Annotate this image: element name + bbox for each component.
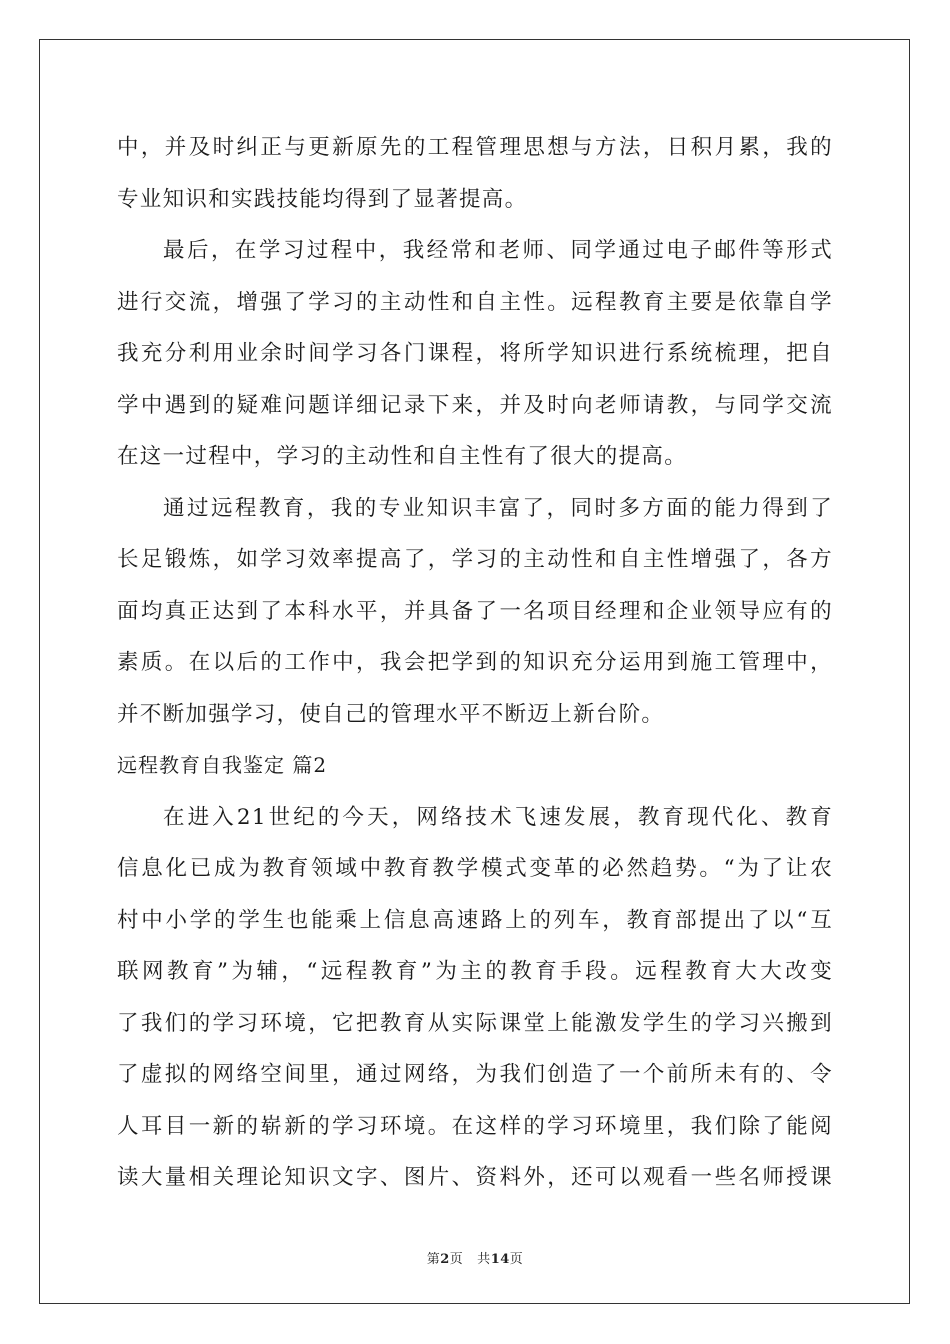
- page-prefix: 第: [426, 1252, 441, 1267]
- text-line: 面均真正达到了本科水平，并具备了一名项目经理和企业领导应有的: [117, 598, 833, 624]
- text-line: 联网教育”为辅，“远程教育”为主的教育手段。远程教育大大改变: [117, 959, 833, 984]
- section-heading: 远程教育自我鉴定 篇2: [117, 753, 328, 777]
- text-line: 素质。在以后的工作中，我会把学到的知识充分运用到施工管理中，: [117, 650, 833, 675]
- document-body: [117, 122, 833, 1204]
- text-line: 信息化已成为教育领域中教育教学模式变革的必然趋势。“为了让农: [117, 856, 833, 881]
- text-line: 了我们的学习环境，它把教育从实际课堂上能激发学生的学习兴搬到: [117, 1010, 833, 1036]
- text-line: 长足锻炼，如学习效率提高了，学习的主动性和自主性增强了，各方: [117, 547, 833, 572]
- total-suffix: 页: [509, 1252, 524, 1267]
- text-line: 人耳目一新的崭新的学习环境。在这样的学习环境里，我们除了能阅: [117, 1113, 833, 1139]
- text-line: 在这一过程中，学习的主动性和自主性有了很大的提高。: [117, 444, 688, 469]
- text-line: 读大量相关理论知识文字、图片、资料外，还可以观看一些名师授课: [117, 1165, 833, 1190]
- total-prefix: 共: [477, 1252, 491, 1267]
- total-pages: 14: [490, 1252, 510, 1267]
- page-number: 2: [440, 1252, 450, 1267]
- text-line: 通过远程教育，我的专业知识丰富了，同时多方面的能力得到了: [163, 495, 833, 521]
- text-line: 中，并及时纠正与更新原先的工程管理思想与方法，日积月累，我的: [117, 135, 833, 160]
- text-line: 进行交流，增强了学习的主动性和自主性。远程教育主要是依靠自学: [117, 289, 833, 315]
- page-footer: [0, 1248, 950, 1267]
- text-line: 最后，在学习过程中，我经常和老师、同学通过电子邮件等形式: [163, 238, 833, 263]
- text-line: 村中小学的学生也能乘上信息高速路上的列车，教育部提出了以“互: [117, 907, 833, 933]
- text-line: 专业知识和实践技能均得到了显著提高。: [117, 186, 528, 212]
- page-suffix: 页: [449, 1252, 464, 1267]
- text-line: 并不断加强学习，使自己的管理水平不断迈上新台阶。: [117, 701, 665, 727]
- text-line: 在进入21世纪的今天，网络技术飞速发展，教育现代化、教育: [163, 804, 833, 830]
- text-line: 我充分利用业余时间学习各门课程，将所学知识进行系统梳理，把自: [117, 341, 833, 366]
- text-line: 学中遇到的疑难问题详细记录下来，并及时向老师请教，与同学交流: [117, 392, 833, 418]
- text-line: 了虚拟的网络空间里，通过网络，为我们创造了一个前所未有的、令: [117, 1062, 833, 1087]
